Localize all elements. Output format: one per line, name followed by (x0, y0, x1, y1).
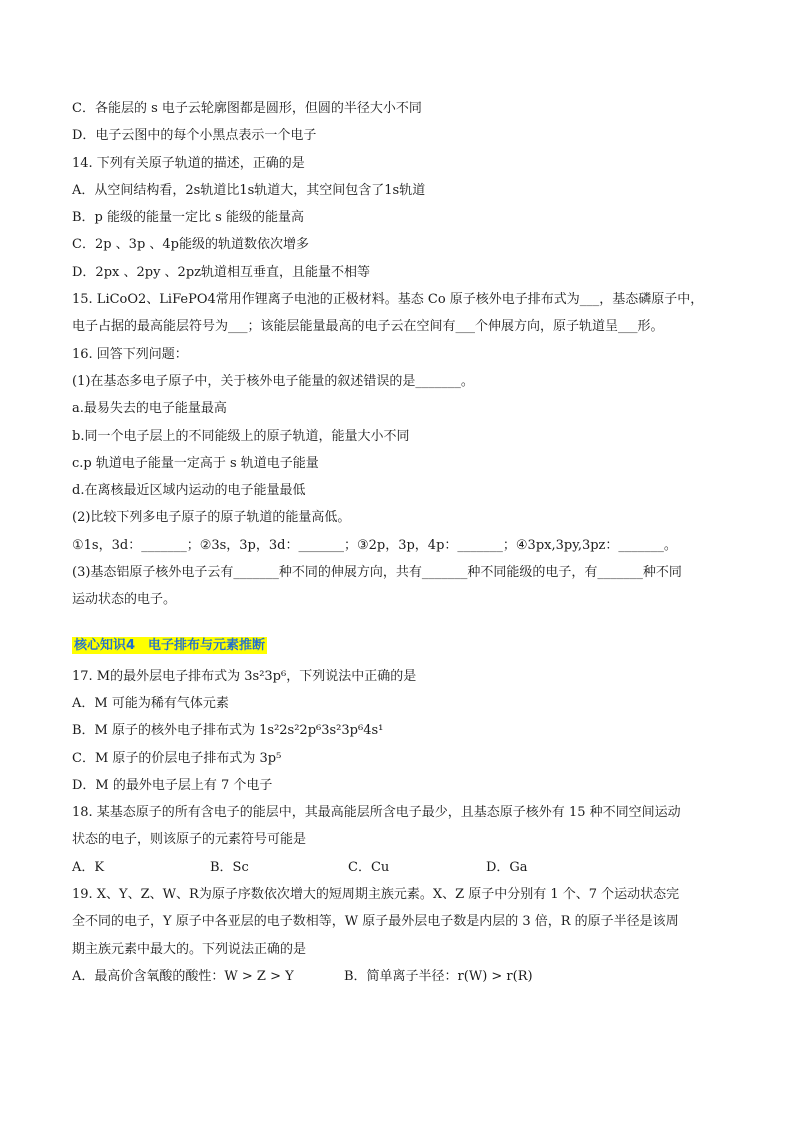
text-line: B．p 能级的能量一定比 s 能级的能量高 (72, 210, 304, 226)
text-line: C．M 原子的价层电子排布式为 3p⁵ (72, 750, 282, 766)
question-18: 18. 某基态原子的所有含电子的能层中，其最高能层所含电子最少，且基态原子核外有 15 种不同空间运动 (72, 805, 681, 821)
option-d: D．Ga (486, 859, 528, 875)
option-a: A．K (72, 859, 105, 875)
option-b: B．Sc (210, 859, 249, 875)
text-line: 运动状态的电子。 (72, 592, 177, 608)
text-line: c.p 轨道电子能量一定高于 s 轨道电子能量 (72, 455, 319, 471)
text-line: C．2p 、3p 、4p能级的轨道数依次增多 (72, 237, 309, 253)
text-line: 状态的电子，则该原子的元素符号可能是 (72, 832, 307, 848)
text-line: 期主族元素中最大的。下列说法正确的是 (72, 941, 307, 957)
text-line: A．从空间结构看，2s轨道比1s轨道大，其空间包含了1s轨道 (72, 182, 426, 198)
text-line: D．M 的最外电子层上有 7 个电子 (72, 777, 273, 793)
text-line: C．各能层的 s 电子云轮廓图都是圆形，但圆的半径大小不同 (72, 101, 422, 116)
text-line: (3)基态铝原子核外电子云有_______种不同的伸展方向，共有_______种不同能级的电子，有_______种不同 (72, 565, 682, 581)
question-14: 14. 下列有关原子轨道的描述，正确的是 (72, 155, 305, 171)
text-line: a.最易失去的电子能量最高 (72, 401, 227, 417)
question-19: 19. X、Y、Z、W、R为原子序数依次增大的短周期主族元素。X、Z 原子中分别有 1 个、7 个运动状态完 (72, 887, 680, 903)
question-16: 16. 回答下列问题： (72, 346, 188, 362)
q18-options (72, 854, 732, 881)
document-page (72, 95, 732, 990)
text-line: B．M 原子的核外电子排布式为 1s²2s²2p⁶3s²3p⁶4s¹ (72, 723, 384, 739)
option-b: B．简单离子半径：r(W) > r(R) (344, 968, 533, 984)
q19-options (72, 963, 732, 990)
option-c: C．Cu (348, 859, 390, 875)
text-line: (1)在基态多电子原子中，关于核外电子能量的叙述错误的是_______。 (72, 373, 474, 389)
text-line: ①1s，3d：_______；②3s，3p，3d：_______；③2p，3p，4p：_______；④3px,3py,3pz：_______。 (72, 537, 677, 553)
section-heading (72, 632, 732, 659)
text-line: A．M 可能为稀有气体元素 (72, 695, 229, 711)
question-15: 15. LiCoO2、LiFePO4常用作锂离子电池的正极材料。基态 Co 原子核外电子排布式为___，基态磷原子中， (72, 292, 704, 308)
text-line: b.同一个电子层上的不同能级上的原子轨道，能量大小不同 (72, 428, 410, 444)
text-line: d.在离核最近区域内运动的电子能量最低 (72, 483, 306, 499)
text-line: D．电子云图中的每个小黑点表示一个电子 (72, 128, 317, 144)
option-a: A．最高价含氧酸的酸性：W > Z > Y (72, 968, 294, 984)
text-line: (2)比较下列多电子原子的原子轨道的能量高低。 (72, 510, 351, 526)
section-title: 核心知识4 电子排布与元素推断 (74, 637, 266, 653)
text-line: D．2px 、2py 、2pz轨道相互垂直，且能量不相等 (72, 264, 370, 280)
question-17: 17. M的最外层电子排布式为 3s²3p⁶，下列说法中正确的是 (72, 668, 417, 684)
text-line: 全不同的电子，Y 原子中各亚层的电子数相等，W 原子最外层电子数是内层的 3 倍，R 的原子半径是该周 (72, 914, 679, 930)
text-line: 电子占据的最高能层符号为___；该能层能量最高的电子云在空间有___个伸展方向，原子轨道呈___形。 (72, 319, 664, 335)
